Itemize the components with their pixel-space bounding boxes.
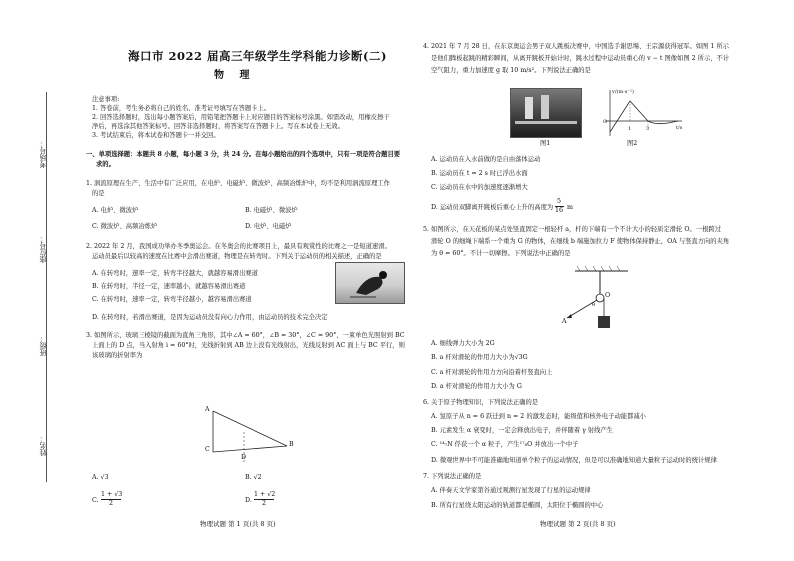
q7-option-a: A. 伴奏天文学家第谷通过观测行星发现了行星的运动规律	[431, 487, 591, 494]
q3-option-c-label: C.	[92, 497, 99, 504]
q3-stem-3: 该玻璃的折射率为	[92, 352, 143, 359]
right-page-footer: 物理试题 第 2 页(共 8 页)	[540, 520, 616, 528]
q6-option-b: B. 元素发生 α 衰变时，一定会释放出电子，并伴随着 γ 射线产生	[431, 427, 614, 434]
section1-heading-2: 求的。	[96, 161, 115, 168]
notice-heading: 注意事项:	[92, 96, 120, 103]
prism-label-d: D	[241, 454, 247, 461]
q1-stem: 1. 涡流原理在生产、生活中有广泛应用，在电炉、电磁炉、微波炉、高频冶炼炉中，均不是利用涡流原理工作	[86, 180, 390, 187]
q3-stem: 3. 如图所示，玻璃三棱镜的截面为直角三角形，其中∠A = 60°，∠B = 30°，∠C = 90°，一束单色光照射到 BC	[86, 332, 405, 339]
notice-item-1: 1. 答卷前，考生务必将自己的姓名、准考证号填写在答题卡上。	[92, 105, 271, 112]
prism-label-b: B	[289, 441, 294, 448]
q3-stem-2: 上面上的 D 点，当入射角 i = 60°时，光线折射到 AB 边上没有光线射出，光线反射到 AC 面上与 BC 平行，则	[92, 342, 405, 349]
q5-option-c: C. a 杆对滑轮的作用力方向沿着杆竖直向上	[431, 369, 553, 376]
q5-option-b: B. a 杆对滑轮的作用力大小为√3G	[431, 354, 528, 361]
q3-option-c-denominator: 2	[109, 500, 114, 507]
q4-stem-3: 空气阻力，重力加速度 g 取 10 m/s²。下列说法正确的是	[431, 67, 591, 74]
q1-stem-2: 的是	[92, 190, 105, 197]
pulley-o	[596, 294, 604, 302]
q7-stem: 7. 下列说法正确的是	[423, 473, 482, 480]
left-page-footer: 物理试题 第 1 页(共 8 页)	[200, 520, 276, 528]
vt-graph-t: t/s	[676, 125, 683, 131]
q4-option-d-numerator: 5	[557, 198, 562, 205]
q6-option-c: C. ¹⁴₇N 俘获一个 α 粒子，产生¹⁷₈O 并放出一个中子	[431, 441, 579, 448]
section1-heading: 一、单项选择题：本题共 8 小题，每小题 3 分，共 24 分。在每小题给出的四个选项中，只有一项是符合题目要	[86, 151, 401, 158]
seat-number-label: 座位号：	[39, 235, 47, 263]
q5-option-a: A. 细线弹力大小为 2G	[431, 340, 495, 347]
name-label: 姓名：	[39, 435, 47, 456]
vt-graph-ylabel: v/(m·s⁻¹)	[612, 89, 634, 95]
q4-stem: 4. 2021 年 7 月 28 日，在东京奥运会男子双人跳板决赛中，中国选手谢思埸、王宗源获得冠军。如图 1 所示	[423, 43, 729, 50]
q6-option-a: A. 氢原子从 n = 6 跃迁到 n = 2 的激发态时，能级值和核外电子动能都减小	[431, 413, 646, 420]
q2-option-d: D. 在转弯时，若滑出赛道，是因为运动员没有向心力作用，由运动员的技术完全决定	[92, 314, 328, 321]
weight-block	[598, 316, 610, 328]
q3-option-a: A. √3	[92, 474, 109, 481]
q5-stem-2: 滑轮 O 的细绳下端系一个重为 G 的物体，在细线 b 端施加拉力 F 使物体保持静止，OA 与竖直方向的夹角	[431, 238, 730, 245]
q2-option-c: C. 在转弯时，速率一定，转弯半径越小，越容易滑出赛道	[92, 296, 252, 303]
q3-option-d-denominator: 2	[262, 500, 267, 507]
q1-option-d: D. 电炉、电磁炉	[245, 223, 292, 230]
q4-option-d: D. 运动员双脚离开跳板后重心上升的高度为	[431, 204, 554, 211]
q5-stem-3: 为 θ = 60°。不计一切摩擦。下列说法中正确的是	[431, 250, 571, 257]
notice-item-3: 3. 考试结束后，将本试卷和答题卡一并交回。	[92, 132, 220, 139]
q3-option-d-numerator: 1 + √2	[254, 491, 276, 498]
prism-label-a: A	[205, 406, 210, 413]
q4-stem-2: 是他们腾板起跳的精彩瞬间，从离开跳板开始计时，跳水过程中运动员重心的 v − t 图像如图 2 所示，不计	[431, 55, 730, 62]
subject-title: 物 理	[214, 70, 256, 81]
q6-stem: 6. 关于原子物理知识，下列说法正确的是	[423, 399, 539, 406]
notice-item-2b: 净后，再选涂其他答案标号。回答非选择题时，将答案写在答题卡上。写在本试卷上无效。	[92, 123, 344, 130]
q3-option-b: B. √2	[245, 474, 262, 481]
vt-graph-x2: 3	[646, 126, 650, 132]
q3-option-d-label: D.	[245, 497, 252, 504]
q5-stem: 5. 如图所示，在天花板的某点处竖直固定一根轻杆 a，杆的下端有一个不计大小的轻质定滑轮 O。一根跨过	[423, 226, 721, 233]
q6-option-d: D. 微观世界中不可能准确地知道单个粒子的运动情况，但是可以准确地知道大量粒子运动时的统计规律	[431, 457, 717, 464]
q5-option-d: D. a 杆对滑轮的作用力大小为 G	[431, 383, 522, 390]
force-arrow	[567, 314, 572, 318]
q4-option-c: C. 运动员在水中的加速度逐渐增大	[431, 184, 528, 191]
q2-option-a: A. 在转弯时，速率一定，转弯半径越大，就越容易滑出赛道	[92, 270, 258, 277]
q4-option-b: B. 运动员在 t = 2 s 时已浮出水面	[431, 170, 528, 177]
q2-option-b: B. 在转弯时，半径一定，速率越小，就越容易滑出赛道	[92, 283, 246, 290]
prism-label-c: C	[205, 446, 210, 453]
exam-number-label: 考场号：	[39, 140, 47, 168]
q1-option-c: C. 微波炉、高频冶炼炉	[92, 223, 158, 230]
figure-1-caption: 图1	[540, 140, 551, 147]
notice-item-2: 2. 回答选择题时，选出每小题答案后，用铅笔把答题卡上对应题目的答案标号涂黑。如需改动，用橡皮擦干	[92, 114, 390, 121]
pulley-label-theta: θ	[592, 302, 596, 308]
class-label: 班级：	[39, 335, 47, 356]
q2-stem: 2. 2022 年 2 月，我国成功举办冬季奥运会。在冬奥会的比赛项目上，最具有观赏性的比赛之一是短道速滑。	[86, 243, 391, 250]
exam-title: 海口市 2022 届高三年级学生学科能力诊断(二)	[128, 49, 387, 63]
q2-stem-2: 运动员最后以较高的速度在比赛中会滑出赛道，物理是在转弯时。下列关于运动员的相关描述，正确的是	[92, 253, 382, 260]
q7-option-b: B. 所有行星绕太阳运动的轨道都是椭圆，太阳位于椭圆的中心	[431, 502, 604, 509]
vt-graph-origin: O	[603, 119, 608, 125]
vt-graph-x1: 1	[628, 126, 632, 132]
q4-option-d-denominator: 16	[555, 207, 564, 214]
q1-option-b: B. 电磁炉、微波炉	[245, 207, 298, 214]
q1-option-a: A. 电炉、微波炉	[92, 207, 139, 214]
q3-option-c-numerator: 1 + √3	[101, 491, 123, 498]
figure-2-caption: 图2	[627, 140, 638, 147]
q4-option-a: A. 运动员在入水前做的是自由落体运动	[431, 156, 541, 163]
pulley-label-o: O	[605, 292, 611, 299]
ceiling	[575, 266, 628, 271]
pulley-label-a: A	[562, 318, 567, 325]
q4-option-d-unit: m	[567, 204, 573, 211]
